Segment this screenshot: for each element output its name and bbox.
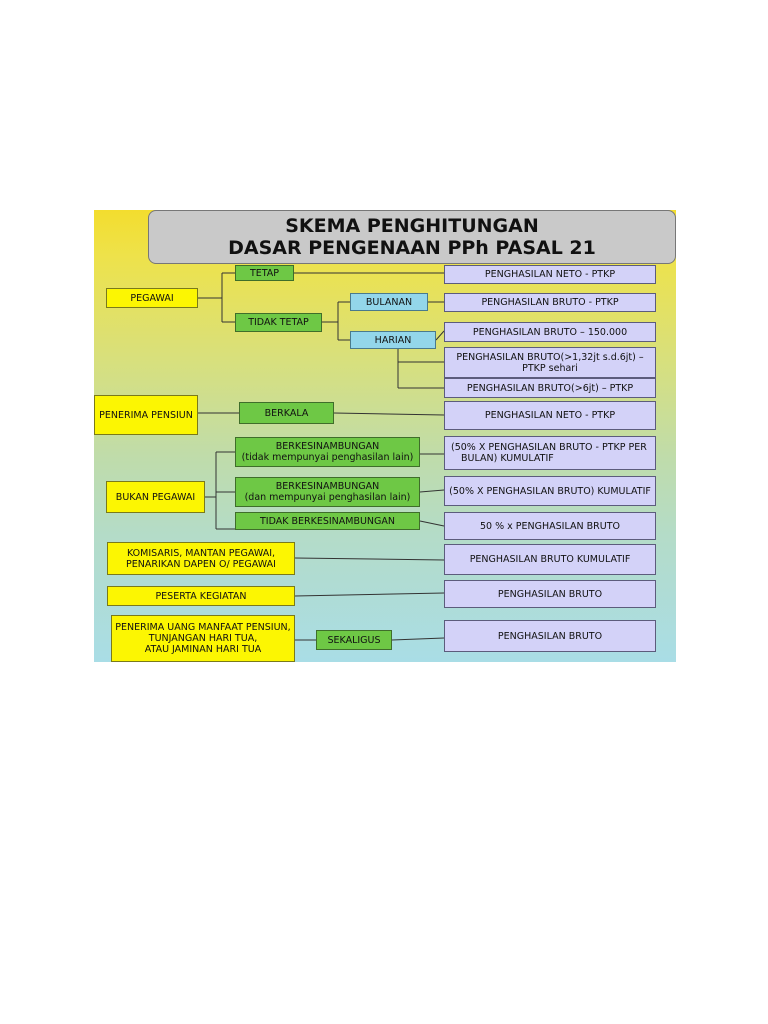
- berkesinambungan-2-line-2: (dan mempunyai penghasilan lain): [244, 492, 411, 503]
- subtype-sekaligus: SEKALIGUS: [316, 630, 392, 650]
- penerima-uang-line-3: ATAU JAMINAN HARI TUA: [144, 644, 262, 655]
- result-pensiun-neto: PENGHASILAN NETO - PTKP: [444, 401, 656, 430]
- result-bruto-132: [444, 347, 656, 378]
- title-line-2: DASAR PENGENAAN PPh PASAL 21: [228, 237, 596, 259]
- subtype-bulanan: BULANAN: [350, 293, 428, 311]
- subtype-harian: HARIAN: [350, 331, 436, 349]
- subtype-berkala: BERKALA: [239, 402, 334, 424]
- title-line-1: SKEMA PENGHITUNGAN: [285, 215, 539, 237]
- category-peserta-kegiatan: PESERTA KEGIATAN: [107, 586, 295, 606]
- penerima-uang-line-2: TUNJANGAN HARI TUA,: [148, 633, 258, 644]
- result-bruto-6jt: PENGHASILAN BRUTO(>6jt) – PTKP: [444, 378, 656, 398]
- bruto-132-line-2: PTKP sehari: [522, 362, 578, 374]
- result-bruto-150: PENGHASILAN BRUTO – 150.000: [444, 322, 656, 342]
- subtype-berkesinambungan-1: [235, 437, 420, 467]
- category-penerima-pensiun: PENERIMA PENSIUN: [94, 395, 198, 435]
- category-komisaris: [107, 542, 295, 575]
- result-lima-puluh-kumulatif: (50% X PENGHASILAN BRUTO) KUMULATIF: [444, 476, 656, 506]
- result-neto-ptkp: PENGHASILAN NETO - PTKP: [444, 265, 656, 284]
- category-penerima-uang: [111, 615, 295, 662]
- lima-puluh-ptkp-line-2: BULAN) KUMULATIF: [461, 453, 554, 464]
- penerima-uang-line-1: PENERIMA UANG MANFAAT PENSIUN,: [115, 622, 291, 633]
- subtype-berkesinambungan-2: [235, 477, 420, 507]
- berkesinambungan-1-line-2: (tidak mempunyai penghasilan lain): [241, 452, 414, 463]
- komisaris-line-2: PENARIKAN DAPEN O/ PEGAWAI: [126, 558, 276, 570]
- result-bruto-kumulatif: PENGHASILAN BRUTO KUMULATIF: [444, 544, 656, 575]
- result-bruto-sekaligus: PENGHASILAN BRUTO: [444, 620, 656, 652]
- berkesinambungan-2-line-1: BERKESINAMBUNGAN: [275, 481, 380, 492]
- subtype-tetap: TETAP: [235, 265, 294, 281]
- bruto-132-line-1: PENGHASILAN BRUTO(>1,32jt s.d.6jt) –: [456, 351, 644, 363]
- result-bruto-ptkp: PENGHASILAN BRUTO - PTKP: [444, 293, 656, 312]
- subtype-tidak-tetap: TIDAK TETAP: [235, 313, 322, 332]
- result-lima-puluh-persen: 50 % x PENGHASILAN BRUTO: [444, 512, 656, 540]
- lima-puluh-ptkp-line-1: (50% X PENGHASILAN BRUTO - PTKP PER: [451, 442, 647, 453]
- diagram-title: [148, 210, 676, 264]
- tax-scheme-diagram: [94, 210, 676, 662]
- komisaris-line-1: KOMISARIS, MANTAN PEGAWAI,: [126, 547, 276, 559]
- result-bruto-peserta: PENGHASILAN BRUTO: [444, 580, 656, 608]
- result-lima-puluh-ptkp: [444, 436, 656, 470]
- berkesinambungan-1-line-1: BERKESINAMBUNGAN: [275, 441, 380, 452]
- subtype-tidak-berkesinambungan: TIDAK BERKESINAMBUNGAN: [235, 512, 420, 530]
- category-pegawai: PEGAWAI: [106, 288, 198, 308]
- category-bukan-pegawai: BUKAN PEGAWAI: [106, 481, 205, 513]
